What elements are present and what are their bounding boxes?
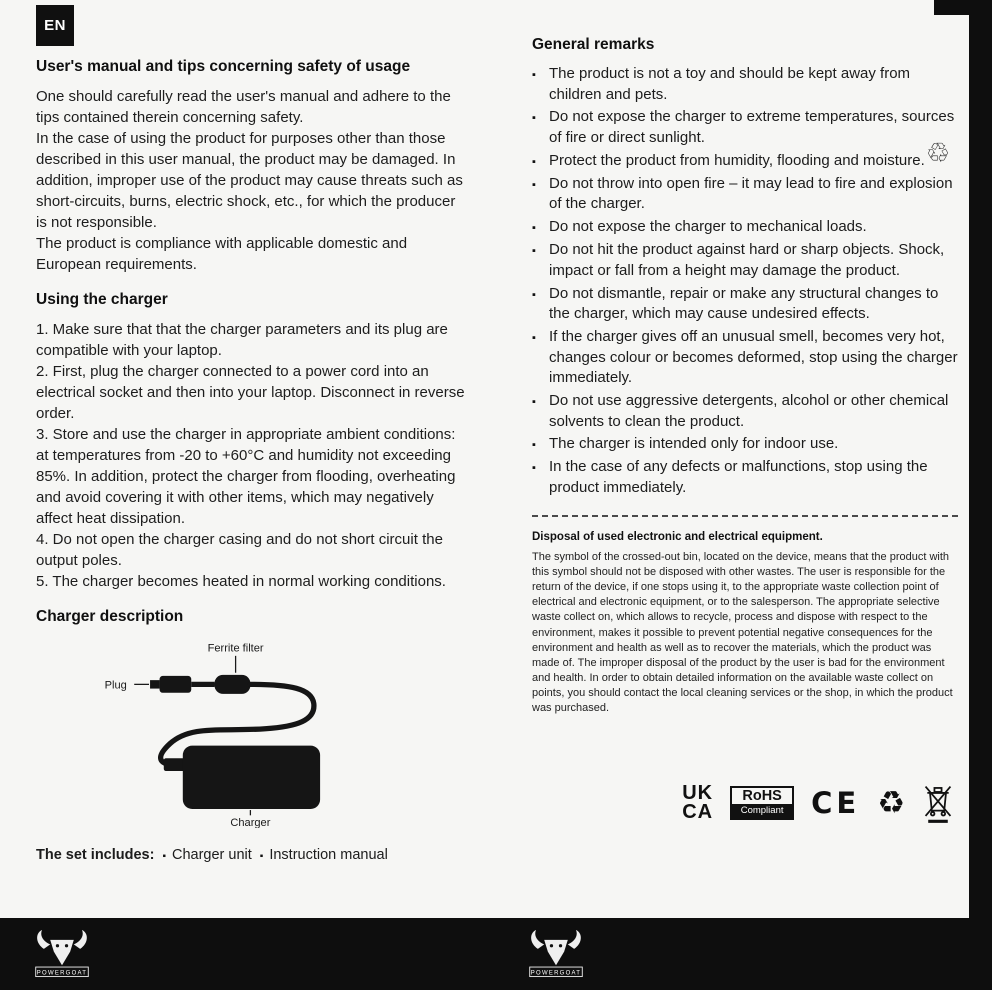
remark-text: In the case of any defects or malfunctions, stop using the product immediately. — [549, 458, 928, 496]
remark-item — [532, 107, 958, 148]
dashed-separator — [532, 515, 958, 517]
bullet-icon — [532, 217, 540, 238]
bullet-icon — [532, 174, 540, 215]
goat-eye — [56, 944, 59, 947]
rohs-label: RoHS — [742, 788, 782, 805]
remark-text: If the charger gives off an unusual smell, becomes very hot, changes colour or becomes deformed, stop using the charger immediately. — [549, 327, 958, 387]
remark-item — [532, 174, 958, 215]
step-item: 4. Do not open the charger casing and do not short circuit the output poles. — [36, 531, 443, 569]
powergoat-wordmark: POWERGOAT — [530, 970, 582, 977]
remark-item — [532, 217, 958, 238]
step-item: 3. Store and use the charger in appropriate ambient conditions: at temperatures from -20 to +60°C and humidity not exceeding 85%. In addition, protect the charger from flooding, overheating and avoid covering it with other items, which may negatively affect heat dissipation. — [36, 426, 456, 527]
remark-text: Do not use aggressive detergents, alcohol or other chemical solvents to clean the product. — [549, 391, 949, 430]
remark-text: Do not dismantle, repair or make any structural changes to the charger, which may cause undesired effects. — [549, 284, 939, 323]
charger-diagram-drawing — [104, 640, 382, 828]
powergoat-wordmark: POWERGOAT — [36, 970, 88, 977]
remark-text: Protect the product from humidity, flooding and moisture. — [549, 151, 925, 169]
step-item: 1. Make sure that that the charger parameters and its plug are compatible with your laptop. — [36, 321, 448, 359]
bullet-icon — [532, 240, 540, 281]
recycle-icon: ♻ — [877, 784, 905, 821]
remark-text: Do not expose the charger to mechanical loads. — [549, 218, 867, 236]
step-item: 2. First, plug the charger connected to a power cord into an electrical socket and then into your laptop. Disconnect in reverse order. — [36, 363, 465, 422]
charger-label: Charger — [230, 816, 271, 828]
usage-paragraph: The product is compliance with applicable domestic and European requirements. — [36, 235, 408, 273]
plug-tip — [150, 680, 160, 688]
rohs-mark — [730, 786, 794, 820]
remark-item — [532, 64, 958, 105]
charger-input-connector — [164, 758, 185, 771]
ce-mark: CE — [811, 786, 861, 821]
set-includes-label: The set includes: — [36, 847, 155, 863]
bullet-icon — [532, 284, 540, 325]
remark-item — [532, 327, 958, 389]
remark-item — [532, 434, 958, 455]
recycle-outline-icon: ♲ — [925, 138, 950, 169]
right-column — [532, 36, 958, 824]
remark-item — [532, 151, 958, 172]
disposal-title: Disposal of used electronic and electrical equipment. — [532, 530, 823, 543]
remark-text: Do not throw into open fire – it may lead to fire and explosion of the charger. — [549, 174, 953, 213]
rohs-compliant-label: Compliant — [732, 804, 792, 818]
remark-text: The charger is intended only for indoor use. — [549, 435, 839, 453]
powergoat-logo — [33, 928, 91, 978]
charger-brick — [183, 746, 320, 809]
set-item-charger-unit: ▪ Charger unit — [162, 847, 251, 863]
weee-crossed-bin-icon — [922, 783, 954, 824]
usage-paragraph: In the case of using the product for purposes other than those described in this user manual, the product may be damaged. In addition, improper use of the product may cause threats such as short-circuits, burns, electric shock, etc., for which the producer is not responsible. — [36, 130, 463, 231]
bullet-icon — [532, 151, 540, 172]
bullet-icon — [532, 391, 540, 432]
bullet-icon — [532, 107, 540, 148]
bullet-icon — [532, 64, 540, 105]
plug-body — [160, 676, 192, 693]
bullet-icon — [532, 434, 540, 455]
remark-text: Do not hit the product against hard or sharp objects. Shock, impact or fall from a height may damage the product. — [549, 241, 945, 279]
remark-item — [532, 457, 958, 498]
set-includes-row — [36, 847, 469, 863]
charger-diagram — [104, 640, 469, 833]
page-edge-top-right — [934, 0, 992, 15]
using-charger-steps — [36, 319, 469, 592]
general-remarks-title: General remarks — [532, 36, 655, 53]
using-charger-title: Using the charger — [36, 291, 168, 308]
charger-description-title: Charger description — [36, 608, 184, 625]
remark-text: Do not expose the charger to extreme temperatures, sources of fire or direct sunlight. — [549, 108, 955, 147]
goat-eye — [65, 944, 68, 947]
goat-eye — [550, 944, 553, 947]
ukca-line2: CA — [682, 801, 714, 824]
bullet-icon — [532, 457, 540, 498]
remark-item — [532, 284, 958, 325]
remark-item — [532, 240, 958, 281]
language-badge: EN — [36, 5, 74, 46]
ukca-mark — [682, 784, 713, 822]
set-item-instruction-manual: ▪ Instruction manual — [260, 847, 388, 863]
powergoat-logo — [527, 928, 585, 978]
disposal-body: The symbol of the crossed-out bin, located on the device, means that the product with this symbol should not be disposed with other wastes. The user is responsible for the return of the device, if one stops using it, to the appropriate waste collection point of electrical and electronic equipment, or to the salesperson. The appropriate selective waste collect on, which allows to recycle, process and dispose with respect to the environment, makes it possible to prevent potential negative consequences for the environment and health as well as to recover the materials, which the product was made of. The improper disposal of the product by the user is bad for the environment and health. In order to obtain detailed information on the available waste collect on points, you should contact the local cleaning services or the shop, in which the product was purchased. — [532, 550, 953, 715]
ukca-line1: UK — [682, 782, 714, 805]
remark-item — [532, 391, 958, 432]
bullet-icon — [532, 327, 540, 389]
plug-label: Plug — [104, 679, 127, 692]
ferrite-filter-label: Ferrite filter — [207, 642, 264, 655]
general-remarks-list — [532, 64, 958, 499]
page-edge-right — [969, 0, 992, 920]
usage-paragraph: One should carefully read the user's manual and adhere to the tips contained therein concerning safety. — [36, 88, 451, 126]
left-column — [36, 58, 469, 863]
ferrite-filter — [214, 675, 250, 694]
step-item: 5. The charger becomes heated in normal working conditions. — [36, 573, 446, 590]
goat-eye — [559, 944, 562, 947]
footer-band — [0, 918, 992, 990]
remark-text: The product is not a toy and should be kept away from children and pets. — [549, 65, 911, 103]
conformity-marks — [532, 783, 958, 824]
usage-title: User's manual and tips concerning safety of usage — [36, 58, 411, 75]
